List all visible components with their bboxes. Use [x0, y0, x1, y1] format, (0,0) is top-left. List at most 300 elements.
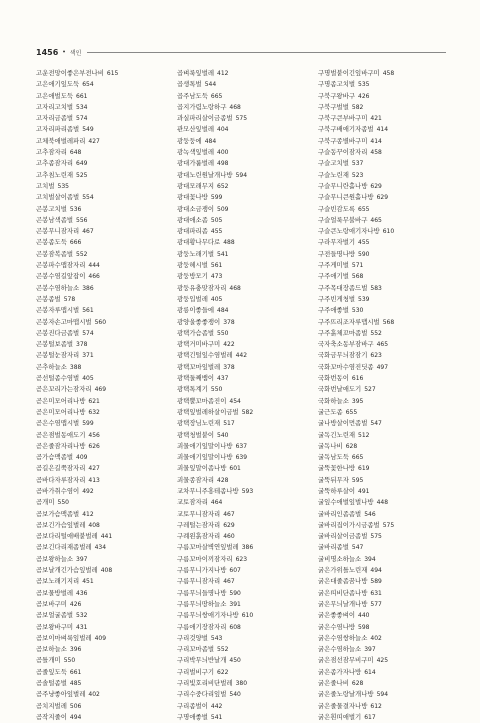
- index-entry: [318, 520, 448, 531]
- index-entry: [318, 644, 448, 655]
- index-entry: [177, 384, 307, 395]
- index-entry: [177, 91, 307, 102]
- index-term: 광대가룹벌레: [177, 159, 215, 168]
- index-entry: [36, 463, 166, 474]
- index-entry: [318, 226, 448, 237]
- index-term: 굵은무늬날개나방: [318, 599, 368, 608]
- index-entry: [36, 689, 166, 700]
- index-page-ref: 535: [358, 81, 370, 89]
- index-page-ref: 594: [235, 171, 248, 179]
- index-entry: [318, 554, 448, 565]
- index-entry: [36, 576, 166, 587]
- index-page-ref: 665: [210, 92, 223, 100]
- index-term: 곰보다리털애배붙벌레: [36, 532, 98, 541]
- index-term: 곤봉털눈잠자리: [36, 351, 80, 360]
- index-entry: [318, 655, 448, 666]
- index-page-ref: 547: [351, 544, 364, 552]
- index-entry: [318, 102, 448, 113]
- index-entry: [36, 158, 166, 169]
- index-entry: [177, 576, 307, 587]
- index-page-ref: 561: [210, 262, 223, 270]
- index-term: 곱주남도둑: [177, 91, 208, 100]
- index-page-ref: 652: [217, 182, 229, 190]
- index-term: 굵은수염하늘소: [318, 645, 362, 654]
- index-term: 광대꽃나방: [177, 193, 208, 202]
- index-page-ref: 414: [376, 126, 389, 134]
- index-page-ref: 631: [370, 589, 382, 597]
- index-page-ref: 412: [82, 510, 94, 518]
- index-page-ref: 619: [358, 465, 370, 473]
- index-term: 국화번동이: [318, 374, 349, 383]
- index-term: 곰보긴다리재좀벌레: [36, 543, 92, 552]
- index-term: 고추침노린재: [36, 170, 74, 179]
- index-entry: [36, 350, 166, 361]
- index-entry: [36, 407, 166, 418]
- index-page-ref: 396: [69, 646, 82, 654]
- index-term: 굵은좀가자나방: [318, 667, 362, 676]
- index-entry: [318, 91, 448, 102]
- index-term: 곰보왕하늘소: [36, 554, 74, 563]
- index-term: 굴독긴노린재: [318, 430, 356, 439]
- index-entry: [318, 305, 448, 316]
- index-page-ref: 523: [351, 171, 364, 179]
- index-entry: [177, 418, 307, 429]
- index-term: 곧은줄잠자리나방: [36, 441, 86, 450]
- index-entry: [177, 452, 307, 463]
- index-entry: [177, 113, 307, 124]
- index-term: 굴뚝뒤무자: [318, 475, 349, 484]
- index-page-ref: 535: [57, 182, 69, 190]
- index-page-ref: 402: [88, 691, 100, 699]
- index-term: 곱생톡벌: [177, 80, 202, 89]
- index-term: 곰보가슴맥좀벌: [36, 509, 80, 518]
- index-entry: [177, 633, 307, 644]
- index-page-ref: 397: [364, 646, 376, 654]
- index-term: 국화꼬마수염진딧좀: [318, 362, 374, 371]
- index-entry: [36, 317, 166, 328]
- index-term: 괴물애기잎말이나방: [177, 441, 233, 450]
- index-entry: [36, 396, 166, 407]
- index-term: 곧은점벌동애도기: [36, 430, 86, 439]
- index-term: 굴바리집이가시금좀벌: [318, 520, 380, 529]
- index-page-ref: 568: [382, 318, 395, 326]
- index-page-ref: 601: [229, 465, 241, 473]
- section-title: 색인: [69, 49, 82, 57]
- index-term: 구주빈게청벌: [318, 294, 356, 303]
- index-page-ref: 473: [210, 273, 223, 281]
- index-term: 관모산잎벌레: [177, 125, 215, 134]
- index-page-ref: 488: [223, 239, 235, 247]
- index-term: 광대황나무다로: [177, 238, 221, 247]
- index-term: 광녹색잎벌레: [177, 148, 215, 157]
- index-entry: [318, 463, 448, 474]
- index-page-ref: 617: [364, 713, 376, 721]
- index-term: 구리꼬마좀벌: [177, 645, 215, 654]
- index-entry: [177, 350, 307, 361]
- index-page-ref: 386: [82, 284, 94, 292]
- index-term: 고운전망이좋은부전나비: [36, 69, 104, 77]
- index-entry: [36, 249, 166, 260]
- index-entry: [318, 339, 448, 350]
- index-page-ref: 599: [82, 420, 94, 428]
- index-page-ref: 494: [69, 713, 82, 721]
- index-entry: [318, 170, 448, 181]
- index-entry: [318, 350, 448, 361]
- index-page-ref: 648: [69, 149, 82, 157]
- index-page-ref: 491: [358, 487, 370, 495]
- index-term: 교토무니잠자리: [177, 509, 221, 518]
- index-page-ref: 484: [217, 307, 229, 315]
- index-page-ref: 525: [76, 171, 88, 179]
- index-term: 고치벌살이좀벌: [36, 193, 80, 202]
- page-header: [36, 46, 446, 58]
- index-entry: [36, 91, 166, 102]
- index-entry: [36, 328, 166, 339]
- index-page-ref: 594: [376, 691, 389, 699]
- index-entry: [177, 441, 307, 452]
- index-page-ref: 404: [217, 126, 229, 134]
- index-page-ref: 469: [94, 386, 107, 394]
- index-page-ref: 455: [358, 239, 370, 247]
- index-entry: [177, 260, 307, 271]
- index-term: 광대소금쟁이: [177, 204, 215, 213]
- index-term: 곧은꼬리가는잠자리: [36, 385, 92, 394]
- index-term: 구름무늬땅하늘소: [177, 599, 227, 608]
- index-term: 구명애좋벌: [177, 712, 208, 721]
- index-entry: [177, 192, 307, 203]
- index-page-ref: 552: [76, 250, 88, 258]
- index-page-ref: 405: [82, 375, 94, 383]
- index-term: 굵은대줄좀꿈나방: [318, 577, 368, 586]
- index-entry: [177, 68, 307, 79]
- index-term: 고체북애벌레파리: [36, 136, 86, 145]
- index-page-ref: 450: [229, 657, 241, 665]
- index-page-ref: 467: [223, 510, 235, 518]
- index-term: 구름꼬마살벽연잎벌레: [177, 543, 239, 552]
- index-page-ref: 467: [223, 578, 235, 586]
- index-entry: [318, 237, 448, 248]
- index-term: 곤봉수염하늘소: [36, 283, 80, 292]
- index-term: 고자리고치벌: [36, 102, 74, 111]
- index-term: 굵은가위틀노린재: [318, 566, 368, 575]
- index-term: 곰보날개긴가슴잎벌레: [36, 566, 98, 575]
- index-entry: [318, 204, 448, 215]
- index-entry: [36, 124, 166, 135]
- index-entry: [36, 701, 166, 712]
- index-page-ref: 468: [229, 284, 241, 292]
- index-term: 구주뜨리조자루맵시벌: [318, 317, 380, 326]
- index-page-ref: 654: [82, 81, 94, 89]
- index-page-ref: 575: [370, 533, 382, 541]
- index-entry: [318, 599, 448, 610]
- index-page-ref: 546: [364, 510, 376, 518]
- index-page-ref: 434: [94, 544, 107, 552]
- index-entry: [177, 463, 307, 474]
- index-term: 곰보바구미: [36, 599, 67, 608]
- index-term: 곰가슴맥좀벌: [36, 453, 74, 462]
- index-term: 고치벌: [36, 181, 55, 190]
- index-page-ref: 395: [351, 397, 364, 405]
- index-term: 광대파리좀: [177, 227, 208, 236]
- index-page-ref: 408: [100, 567, 113, 575]
- index-entry: [318, 249, 448, 260]
- index-entry: [36, 271, 166, 282]
- index-term: 광둥입벌레: [177, 294, 208, 303]
- index-term: 구슬무니큰원홀나방: [318, 193, 374, 202]
- index-entry: [177, 373, 307, 384]
- index-entry: [36, 599, 166, 610]
- index-page-ref: 506: [69, 702, 82, 710]
- index-page-ref: 466: [88, 273, 100, 281]
- index-page-ref: 568: [351, 273, 364, 281]
- index-entry: [36, 475, 166, 486]
- index-entry: [318, 79, 448, 90]
- index-column-2: [177, 68, 307, 723]
- index-entry: [318, 317, 448, 328]
- index-page-ref: 616: [351, 375, 364, 383]
- index-term: 구북구왕바구: [318, 91, 356, 100]
- index-page-ref: 440: [358, 612, 370, 620]
- index-term: 광릉이좋들에: [177, 306, 215, 315]
- index-term: 곤봉자루맵시벌: [36, 306, 80, 315]
- index-entry: [318, 712, 448, 723]
- index-term: 곧은수염맵시벌: [36, 419, 80, 428]
- index-entry: [177, 147, 307, 158]
- index-entry: [318, 576, 448, 587]
- index-page-ref: 578: [63, 295, 76, 303]
- index-entry: [318, 475, 448, 486]
- index-entry: [318, 124, 448, 135]
- index-page-ref: 607: [229, 567, 241, 575]
- index-columns: [36, 68, 448, 723]
- index-entry: [177, 124, 307, 135]
- index-page-ref: 397: [76, 555, 88, 563]
- index-term: 광둥노래기벌: [177, 249, 215, 258]
- index-entry: [36, 554, 166, 565]
- index-page-ref: 527: [364, 386, 376, 394]
- index-page-ref: 386: [241, 544, 254, 552]
- index-term: 구주흙체꼬마좀벌: [318, 328, 368, 337]
- index-page-ref: 552: [370, 329, 382, 337]
- index-term: 국화번날애도기: [318, 385, 362, 394]
- index-column-3: [318, 68, 448, 723]
- index-term: 고은애벌도둑: [36, 91, 74, 100]
- index-term: 굴뚝하루살이: [318, 486, 356, 495]
- index-term: 곤추하늘소: [36, 362, 67, 371]
- index-term: 굴바리좀벌: [318, 543, 349, 552]
- index-page-ref: 421: [370, 115, 382, 123]
- index-entry: [36, 204, 166, 215]
- index-entry: [318, 542, 448, 553]
- index-entry: [177, 158, 307, 169]
- index-term: 곰치지벌레: [36, 701, 67, 710]
- index-page-ref: 547: [370, 420, 382, 428]
- index-entry: [318, 418, 448, 429]
- index-page-ref: 530: [351, 307, 364, 315]
- index-entry: [177, 486, 307, 497]
- index-term: 구슬무니란홀나방: [318, 181, 368, 190]
- index-entry: [318, 633, 448, 644]
- index-entry: [36, 509, 166, 520]
- index-page-ref: 394: [364, 555, 376, 563]
- index-page-ref: 599: [210, 194, 223, 202]
- index-term: 광택톡계기: [177, 385, 208, 394]
- index-page-ref: 589: [370, 578, 382, 586]
- index-page-ref: 380: [235, 680, 248, 688]
- index-term: 광택뿔꼬마좀진이: [177, 396, 227, 405]
- index-page-ref: 408: [88, 521, 100, 529]
- index-entry: [318, 396, 448, 407]
- index-term: 굴근도좀: [318, 407, 343, 416]
- index-term: 굴비명소하늘소: [318, 554, 362, 563]
- index-entry: [318, 362, 448, 373]
- index-term: 괴물종잠자리: [177, 475, 215, 484]
- index-page-ref: 455: [210, 228, 223, 236]
- index-entry: [177, 542, 307, 553]
- index-entry: [318, 588, 448, 599]
- index-entry: [318, 622, 448, 633]
- index-term: 곰보하늘소: [36, 645, 67, 654]
- index-entry: [177, 305, 307, 316]
- index-page-ref: 426: [69, 600, 82, 608]
- index-page-ref: 412: [217, 70, 229, 77]
- index-page-ref: 509: [217, 205, 229, 213]
- index-entry: [318, 158, 448, 169]
- index-page-ref: 532: [76, 612, 88, 620]
- index-entry: [36, 430, 166, 441]
- index-term: 구슬빈감도록: [318, 204, 356, 213]
- index-page-ref: 442: [235, 352, 248, 360]
- index-entry: [36, 283, 166, 294]
- index-page-ref: 402: [370, 634, 382, 642]
- index-entry: [177, 237, 307, 248]
- index-entry: [177, 565, 307, 576]
- index-term: 곰보이마벼룩잎벌레: [36, 633, 92, 642]
- index-term: 구슬동꾸이잠자리: [318, 148, 368, 157]
- index-term: 곰보물방벌레: [36, 588, 74, 597]
- index-entry: [318, 384, 448, 395]
- index-page-ref: 543: [210, 634, 223, 642]
- index-term: 괴물잎말이좀나방: [177, 464, 227, 473]
- index-entry: [318, 452, 448, 463]
- index-entry: [36, 305, 166, 316]
- index-page-ref: 556: [76, 216, 88, 224]
- index-term: 굵은줄물결자나방: [318, 701, 368, 710]
- index-entry: [177, 430, 307, 441]
- index-page-ref: 583: [370, 284, 382, 292]
- index-page-ref: 465: [376, 341, 389, 349]
- index-term: 구리수중다리잎벌: [177, 690, 227, 699]
- index-term: 광택청벌붙이: [177, 430, 215, 439]
- index-page-ref: 661: [76, 92, 88, 100]
- index-term: 굴독나비: [318, 441, 343, 450]
- index-page-ref: 593: [241, 487, 254, 495]
- index-term: 과실파리살이금좀벌: [177, 114, 233, 123]
- index-term: 구름꼬마이끼잠자리: [177, 554, 233, 563]
- index-entry: [36, 215, 166, 226]
- index-term: 국화금무늬잠잠기: [318, 351, 368, 360]
- index-page-ref: 582: [241, 408, 254, 416]
- index-page-ref: 428: [217, 476, 229, 484]
- index-page-ref: 464: [210, 499, 223, 507]
- index-entry: [177, 170, 307, 181]
- index-page-ref: 621: [88, 397, 100, 405]
- index-entry: [318, 407, 448, 418]
- index-term: 곱지가렴노랑하구: [177, 102, 227, 111]
- index-page-ref: 550: [210, 386, 223, 394]
- index-page-ref: 484: [204, 137, 217, 145]
- index-page-ref: 505: [210, 216, 223, 224]
- index-term: 구름무늬쌍애기자나방: [177, 611, 239, 620]
- index-entry: [318, 689, 448, 700]
- index-term: 곱벼룩잎벌레: [177, 69, 215, 77]
- index-term: 곧선털좀수염벌: [36, 374, 80, 383]
- index-page-ref: 661: [69, 668, 82, 676]
- index-term: 광택둘째뱀이: [177, 374, 215, 383]
- index-page-ref: 571: [351, 262, 364, 270]
- index-page-ref: 378: [76, 341, 88, 349]
- index-entry: [318, 181, 448, 192]
- index-page-ref: 666: [69, 239, 82, 247]
- index-term: 구주목대장좀드벌: [318, 283, 368, 292]
- index-term: 굴독남도둑: [318, 453, 349, 462]
- index-term: 곰보노래기지리: [36, 577, 80, 586]
- index-term: 광택긴털잎수염벌레: [177, 351, 233, 360]
- index-entry: [36, 588, 166, 599]
- index-page-ref: 590: [358, 250, 370, 258]
- index-term: 굴뚝꽃한나방: [318, 464, 356, 473]
- index-entry: [177, 226, 307, 237]
- index-page-ref: 655: [345, 408, 358, 416]
- index-entry: [177, 622, 307, 633]
- index-entry: [318, 610, 448, 621]
- index-term: 곤봉자손고마맵시벌: [36, 317, 92, 326]
- index-entry: [36, 441, 166, 452]
- index-term: 구리박무늬반날개: [177, 656, 227, 665]
- index-term: 구북구벌벌: [318, 102, 349, 111]
- index-page-ref: 628: [351, 680, 364, 688]
- index-page-ref: 426: [358, 92, 370, 100]
- index-entry: [318, 113, 448, 124]
- index-page-ref: 371: [82, 352, 94, 360]
- index-page-ref: 628: [345, 442, 358, 450]
- index-term: 곰바가취수염이: [36, 486, 80, 495]
- index-page-ref: 577: [370, 600, 382, 608]
- index-entry: [36, 68, 166, 79]
- index-entry: [36, 418, 166, 429]
- index-term: 곰바다자루잠자리: [36, 475, 86, 484]
- index-term: 곰보왕바구미: [36, 622, 74, 631]
- index-term: 교차무니주홍테좀나방: [177, 486, 239, 495]
- index-term: 굵은점선잠무비구미: [318, 656, 374, 665]
- index-entry: [177, 655, 307, 666]
- index-entry: [36, 339, 166, 350]
- index-term: 구름애기장잠자리: [177, 622, 227, 631]
- index-term: 구북구배애기자좀벌: [318, 125, 374, 134]
- index-entry: [177, 339, 307, 350]
- header-rule: [87, 52, 446, 53]
- index-entry: [36, 362, 166, 373]
- index-term: 굵은띠비단좀나방: [318, 588, 368, 597]
- index-page-ref: 497: [376, 363, 389, 371]
- index-entry: [177, 396, 307, 407]
- page-number: 1456: [36, 47, 59, 57]
- header-separator: •: [62, 48, 66, 56]
- index-term: 구리빛호리비단벌레: [177, 679, 233, 688]
- index-page-ref: 485: [69, 680, 82, 688]
- index-page-ref: 574: [76, 115, 88, 123]
- index-page-ref: 458: [382, 70, 395, 77]
